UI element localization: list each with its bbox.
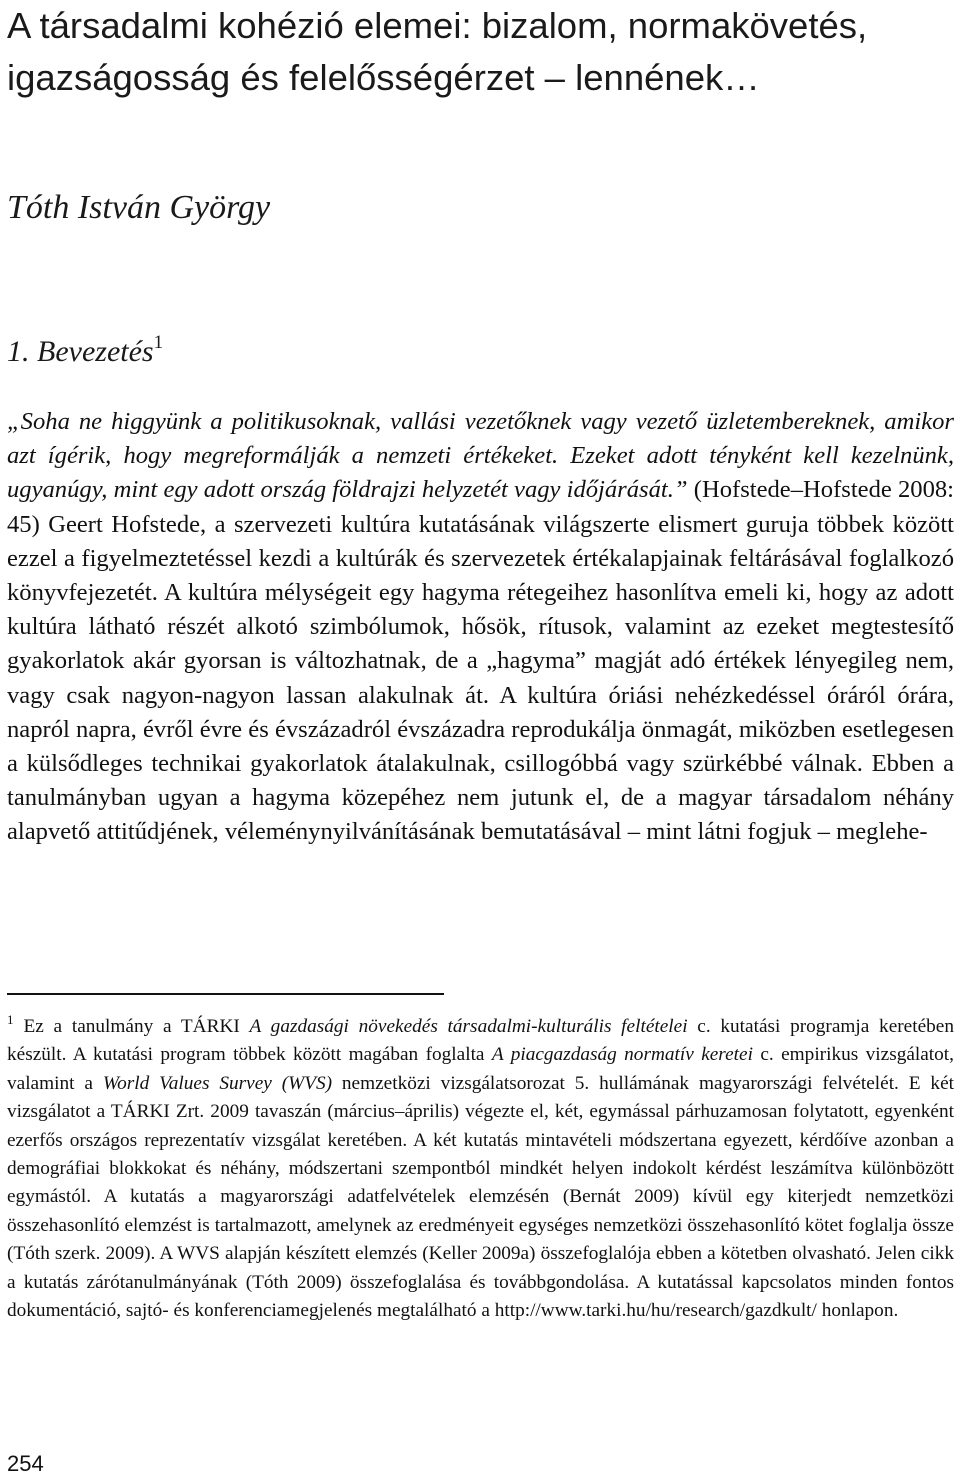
footnote-text-2: c. kutatási programja keretében készült. A kutatási program többek között magában foglalta: [7, 1016, 954, 1066]
section-heading: [7, 330, 163, 374]
footnote-text-1: Ez a tanulmány a TÁRKI: [23, 1016, 250, 1037]
article-title: A társadalmi kohézió elemei: bizalom, normakövetés, igazságosság és felelősségérzet – lennének…: [7, 5, 868, 98]
footnote-mark: 1: [7, 1012, 14, 1027]
section-title: Bevezetés: [37, 335, 154, 368]
body-paragraph: [7, 405, 954, 850]
footnote-reference[interactable]: 1: [153, 332, 164, 353]
footnote-title-study: A piacgazdaság normatív keretei: [491, 1044, 753, 1066]
opening-quote: „Soha ne higgyünk a politikusoknak, vallási vezetőknek vagy vezető üzletembereknek, amikor azt ígérik, hogy megreformálják a nemzeti értékeket. Ezeket adott tényként kell kezelnünk, ugyanúgy, mint egy adott ország földrajzi helyzetét vagy időjárását.”: [7, 408, 954, 504]
footnote: [7, 1013, 954, 1325]
article-author: Tóth István György: [7, 189, 271, 226]
footnote-text-3: c. empirikus vizsgálatot, valamint a: [7, 1044, 954, 1094]
footnote-title-wvs: World Values Survey (WVS): [102, 1072, 333, 1094]
page-number: 254: [7, 1451, 44, 1476]
footnote-text-4: nemzetközi vizsgálatsorozat 5. hullámának magyarországi felvételét. E két vizsgálatot a TÁRKI Zrt. 2009 tavaszán (március–április) végezte el, két, egymással párhuzamosan folytatott, egyenként ezerfős országos reprezentatív vizsgálat keretében. A két kutatás mintavételi módszertana egyezett, kérdőíve azonban a demográfiai blokkokat és néhány, módszertani szempontból mindkét helyen indokolt kérdést leszámítva különbözött egymástól. A kutatás a magyarországi adatfelvételek elemzésén (Bernát 2009) kívül egy kiterjedt nemzetközi összehasonlító elemzést is tartalmazott, amelynek az eredményeit egységes nemzetközi összehasonlító kötet foglalja össze (Tóth szerk. 2009). A WVS alapján készített elemzés (Keller 2009a) összefoglalója ebben a kötetben olvasható. Jelen cikk a kutatás zárótanulmányának (Tóth 2009) összefoglalása és továbbgondolása. A kutatással kapcsolatos minden fontos dokumentáció, sajtó- és konferenciamegjelenés megtalálható a http://www.tarki.hu/hu/research/gazdkult/ honlapon.: [7, 1072, 954, 1322]
section-number: 1.: [7, 335, 30, 368]
footnote-title-program: A gazdasági növekedés társadalmi-kulturális feltételei: [249, 1016, 688, 1037]
body-text: (Hofstede–Hofstede 2008: 45) Geert Hofstede, a szervezeti kultúra kutatásának világszerte elismert guruja többek között ezzel a figyelmeztetéssel kezdi a kultúrák és szervezetek értékalapjainak feltárásával foglalkozó könyvfejezetét. A kultúra mélységeit egy hagyma rétegeihez hasonlítva emeli ki, hogy az adott kultúra látható részét alkotó szimbólumok, hősök, rítusok, valamint az ezeket megtestesítő gyakorlatok akár gyorsan is változhatnak, de a „hagyma” magját adó értékek lényegileg nem, vagy csak nagyon-nagyon lassan alakulnak át. A kultúra óriási nehézkedéssel óráról órára, napról napra, évről évre és évszázadról évszázadra reprodukálja önmagát, miközben esetlegesen a külsődleges technikai gyakorlatok átalakulnak, csillogóbbá vagy szürkébbé válnak. Ebben a tanulmányban ugyan a hagyma közepéhez nem jutunk el, de a magyar társadalom néhány alapvető attitűdjének, véleménynyilvánításának bemutatásával – mint látni fogjuk – meglehe-: [7, 476, 954, 846]
footnote-separator: [7, 993, 444, 995]
